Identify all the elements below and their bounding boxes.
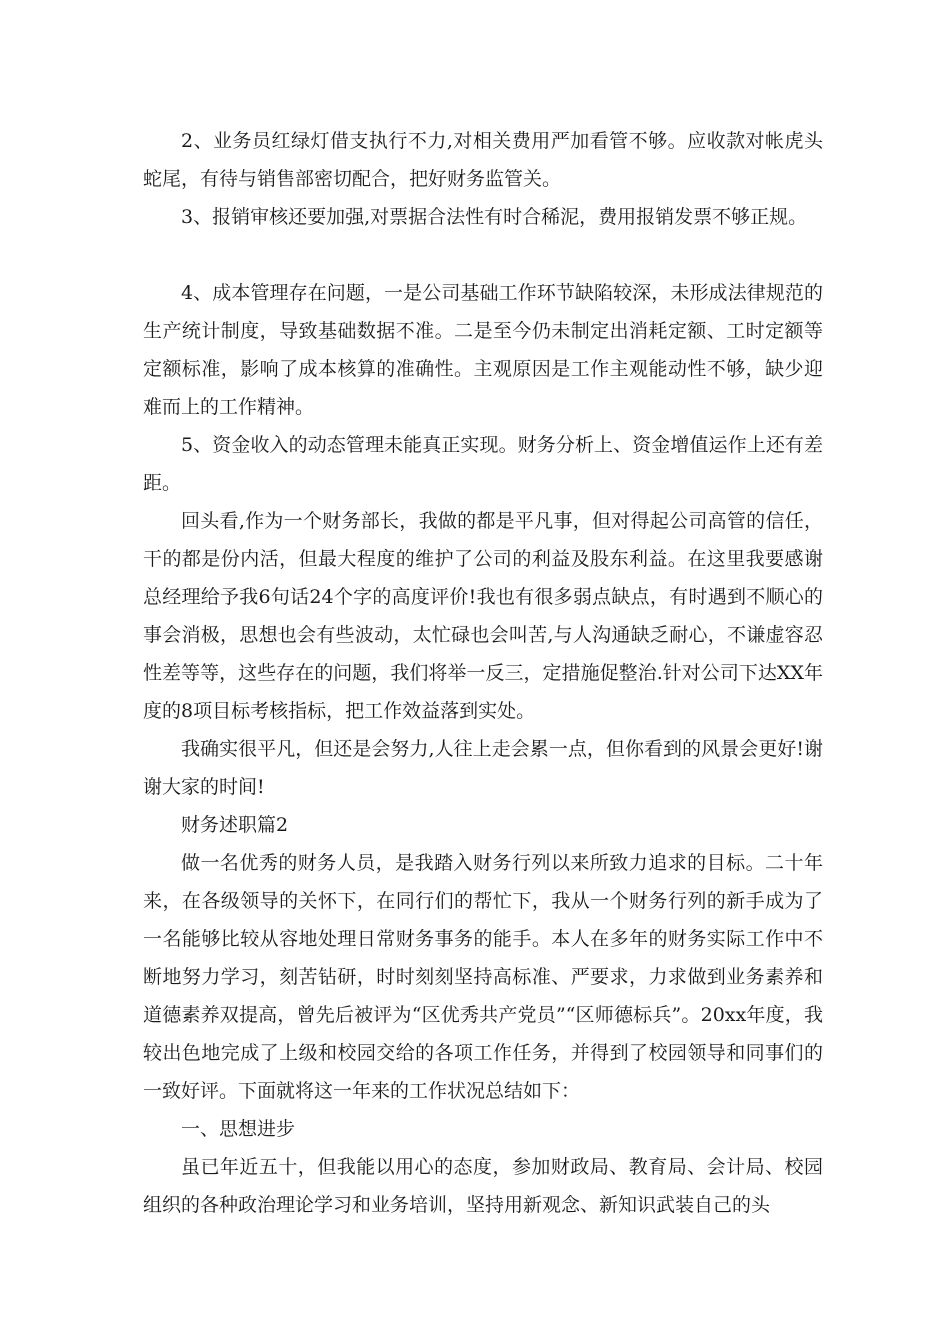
document-body xyxy=(143,122,823,1224)
section-title: 财务述职篇2 xyxy=(181,814,289,836)
subsection-heading: 一、思想进步 xyxy=(181,1118,296,1140)
paragraph-item-2: 2、业务员红绿灯借支执行不力,对相关费用严加看管不够。应收款对帐虎头蛇尾，有待与销售部密切配合，把好财务监管关。 xyxy=(143,130,823,190)
paragraph-review: 回头看,作为一个财务部长，我做的都是平凡事，但对得起公司高管的信任，干的都是份内活，但最大程度的维护了公司的利益及股东利益。在这里我要感谢总经理给予我6句话24个字的高度评价!我也有很多弱点缺点，有时遇到不顺心的事会消极，思想也会有些波动，太忙碌也会叫苦,与人沟通缺乏耐心，不谦虚容忍性差等等，这些存在的问题，我们将举一反三，定措施促整治.针对公司下达XX年度的8项目标考核指标，把工作效益落到实处。 xyxy=(143,510,823,722)
paragraph-closing: 我确实很平凡，但还是会努力,人往上走会累一点，但你看到的风景会更好!谢谢大家的时间! xyxy=(143,738,823,798)
paragraph-thought: 虽已年近五十，但我能以用心的态度，参加财政局、教育局、会计局、校园组织的各种政治理论学习和业务培训，坚持用新观念、新知识武装自己的头 xyxy=(143,1156,823,1216)
paragraph-intro: 做一名优秀的财务人员，是我踏入财务行列以来所致力追求的目标。二十年来，在各级领导的关怀下，在同行们的帮忙下，我从一个财务行列的新手成为了一名能够比较从容地处理日常财务事务的能手。本人在多年的财务实际工作中不断地努力学习，刻苦钻研，时时刻刻坚持高标准、严要求，力求做到业务素养和道德素养双提高，曾先后被评为“区优秀共产党员”“区师德标兵”。20xx年度，我较出色地完成了上级和校园交给的各项工作任务，并得到了校园领导和同事们的一致好评。下面就将这一年来的工作状况总结如下： xyxy=(143,852,823,1102)
paragraph-item-4: 4、成本管理存在问题，一是公司基础工作环节缺陷较深，未形成法律规范的生产统计制度，导致基础数据不准。二是至今仍未制定出消耗定额、工时定额等定额标准，影响了成本核算的准确性。主观原因是工作主观能动性不够，缺少迎难而上的工作精神。 xyxy=(143,282,823,418)
paragraph-item-3: 3、报销审核还要加强,对票据合法性有时合稀泥，费用报销发票不够正规。 xyxy=(181,206,808,228)
paragraph-item-5: 5、资金收入的动态管理未能真正实现。财务分析上、资金增值运作上还有差距。 xyxy=(143,434,823,494)
